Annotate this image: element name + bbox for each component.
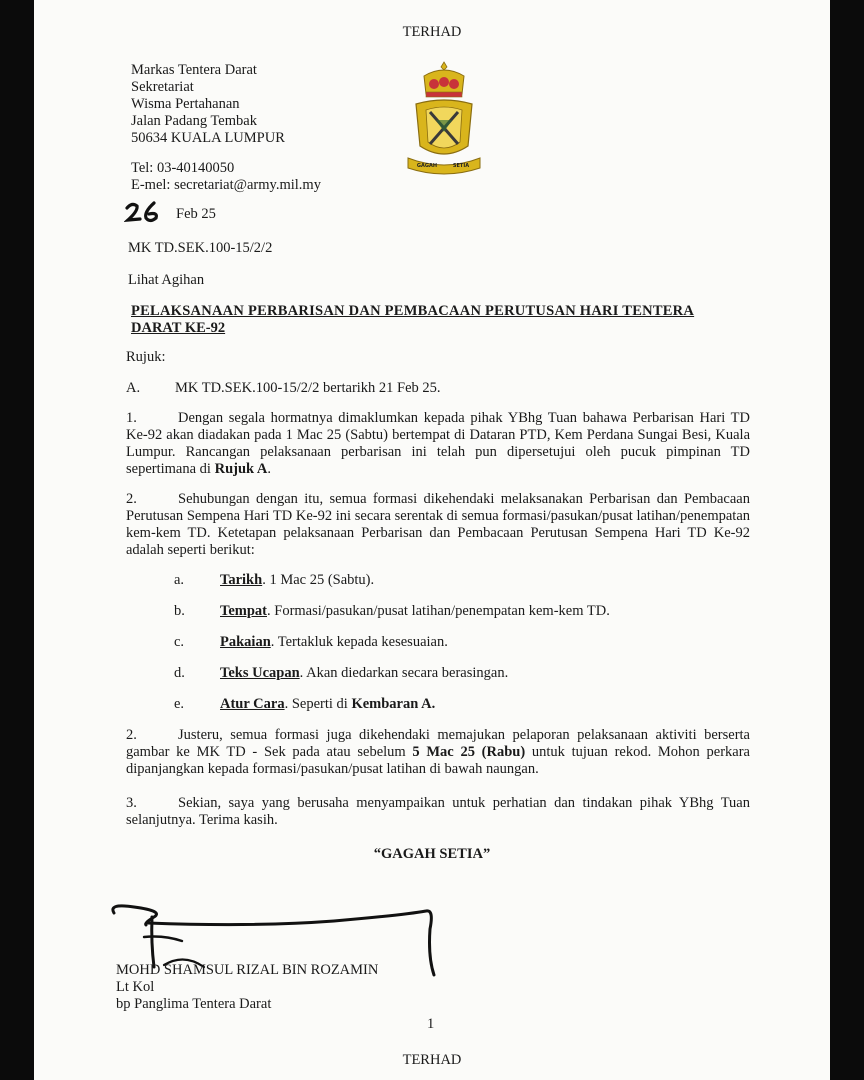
sub-item <box>220 665 508 682</box>
recipient: Lihat Agihan <box>128 272 205 288</box>
address-line: Markas Tentera Darat <box>131 62 257 78</box>
para-text: Sekian, saya yang berusaha menyampaikan untuk perhatian dan tindakan pihak YBhg Tuan selanjutnya. Terima kasih. <box>126 795 750 828</box>
handwritten-day <box>124 200 168 224</box>
para-text: Dengan segala hormatnya dimaklumkan kepada pihak YBhg Tuan bahawa Perbarisan Hari TD Ke-92 akan diadakan pada 1 Mac 25 (Sabtu) bertempat di Dataran PTD, Kem Perdana Sungai Besi, Kuala Lumpur. Rancangan pelaksanaan perbarisan ini telah pun dipersetujui oleh pucuk pimpinan TD sepertimana di <box>126 410 750 477</box>
sub-item-title: Tarikh <box>220 572 263 588</box>
sub-item-text: . 1 Mac 25 (Sabtu). <box>262 572 375 588</box>
sub-item <box>220 572 374 589</box>
classification-footer: TERHAD <box>402 1052 462 1068</box>
para-num: 3. <box>126 795 137 811</box>
para-text: Justeru, semua formasi juga dikehendaki memajukan pelaporan pelaksanaan aktiviti berserta gambar ke MK TD - Sek pada atau sebelum <box>126 727 750 760</box>
sub-item-title: Tempat <box>220 603 267 619</box>
motto: “GAGAH SETIA” <box>373 846 491 862</box>
sub-item-text: . Akan diedarkan secara berasingan. <box>299 665 509 681</box>
letter-date: Feb 25 <box>176 206 216 222</box>
subject-line-2: DARAT KE-92 <box>131 320 226 336</box>
sub-item-letter: e. <box>174 696 185 712</box>
para-num: 2. <box>126 491 137 507</box>
sub-item-title: Pakaian <box>220 634 271 650</box>
reference-number: MK TD.SEK.100-15/2/2 <box>128 240 273 256</box>
signatory-position: bp Panglima Tentera Darat <box>116 996 272 1012</box>
sub-item <box>220 696 435 713</box>
crest-ribbon-left: GAGAH <box>416 163 438 169</box>
sub-item-text: . Formasi/pasukan/pusat latihan/penempatan kem-kem TD. <box>267 603 610 619</box>
rujuk-letter: A. <box>126 380 141 396</box>
para-num: 1. <box>126 410 137 426</box>
paragraph-4 <box>126 795 750 829</box>
address-line: Wisma Pertahanan <box>131 96 240 112</box>
address-line: Jalan Padang Tembak <box>131 113 257 129</box>
crest-ribbon-right: SETIA <box>452 163 470 169</box>
rujuk-text: MK TD.SEK.100-15/2/2 bertarikh 21 Feb 25. <box>175 380 441 396</box>
classification-header: TERHAD <box>402 24 462 40</box>
para-bold: 5 Mac 25 (Rabu) <box>412 744 526 760</box>
para-bold: Rujuk A <box>214 461 268 477</box>
sub-item-letter: b. <box>174 603 185 619</box>
sub-item <box>220 603 610 620</box>
address-line: 50634 KUALA LUMPUR <box>131 130 285 146</box>
telephone: Tel: 03-40140050 <box>131 160 235 176</box>
paragraph-2 <box>126 491 750 559</box>
sub-item-letter: d. <box>174 665 185 681</box>
address-line: Sekretariat <box>131 79 194 95</box>
army-crest-icon <box>406 60 482 176</box>
para-text: untuk tujuan rekod. Mohon perkara dipanjangkan kepada formasi/pasukan/pusat latihan di bawah naungan. <box>126 744 750 777</box>
paragraph-1 <box>126 410 750 478</box>
sub-item-bold: Kembaran A. <box>351 696 436 712</box>
letter-page <box>34 0 830 1080</box>
subject-line-1: PELAKSANAAN PERBARISAN DAN PEMBACAAN PERUTUSAN HARI TENTERA <box>131 303 695 319</box>
signatory-name: MOHD SHAMSUL RIZAL BIN ROZAMIN <box>116 962 379 978</box>
email: E-mel: secretariat@army.mil.my <box>131 177 321 193</box>
sub-item-title: Atur Cara <box>220 696 285 712</box>
sub-item <box>220 634 448 651</box>
paragraph-3 <box>126 727 750 778</box>
sub-item-letter: a. <box>174 572 185 588</box>
para-end: . <box>267 461 272 477</box>
sub-item-text: . Tertakluk kepada kesesuaian. <box>270 634 448 650</box>
para-num: 2. <box>126 727 137 743</box>
sub-item-text: . Seperti di <box>284 696 352 712</box>
sub-item-letter: c. <box>174 634 185 650</box>
sub-item-title: Teks Ucapan <box>220 665 300 681</box>
para-text: Sehubungan dengan itu, semua formasi dikehendaki melaksanakan Perbarisan dan Pembacaan Perutusan Sempena Hari TD Ke-92 ini secara serentak di semua formasi/pasukan/pusat latihan/penempatan kem-kem TD. Ketetapan pelaksanaan Perbarisan dan Pembacaan Perutusan Sempena Hari TD Ke-92 adalah seperti berikut: <box>126 491 750 558</box>
page-number: 1 <box>427 1016 435 1032</box>
signatory-rank: Lt Kol <box>116 979 155 995</box>
rujuk-label: Rujuk: <box>126 349 166 365</box>
